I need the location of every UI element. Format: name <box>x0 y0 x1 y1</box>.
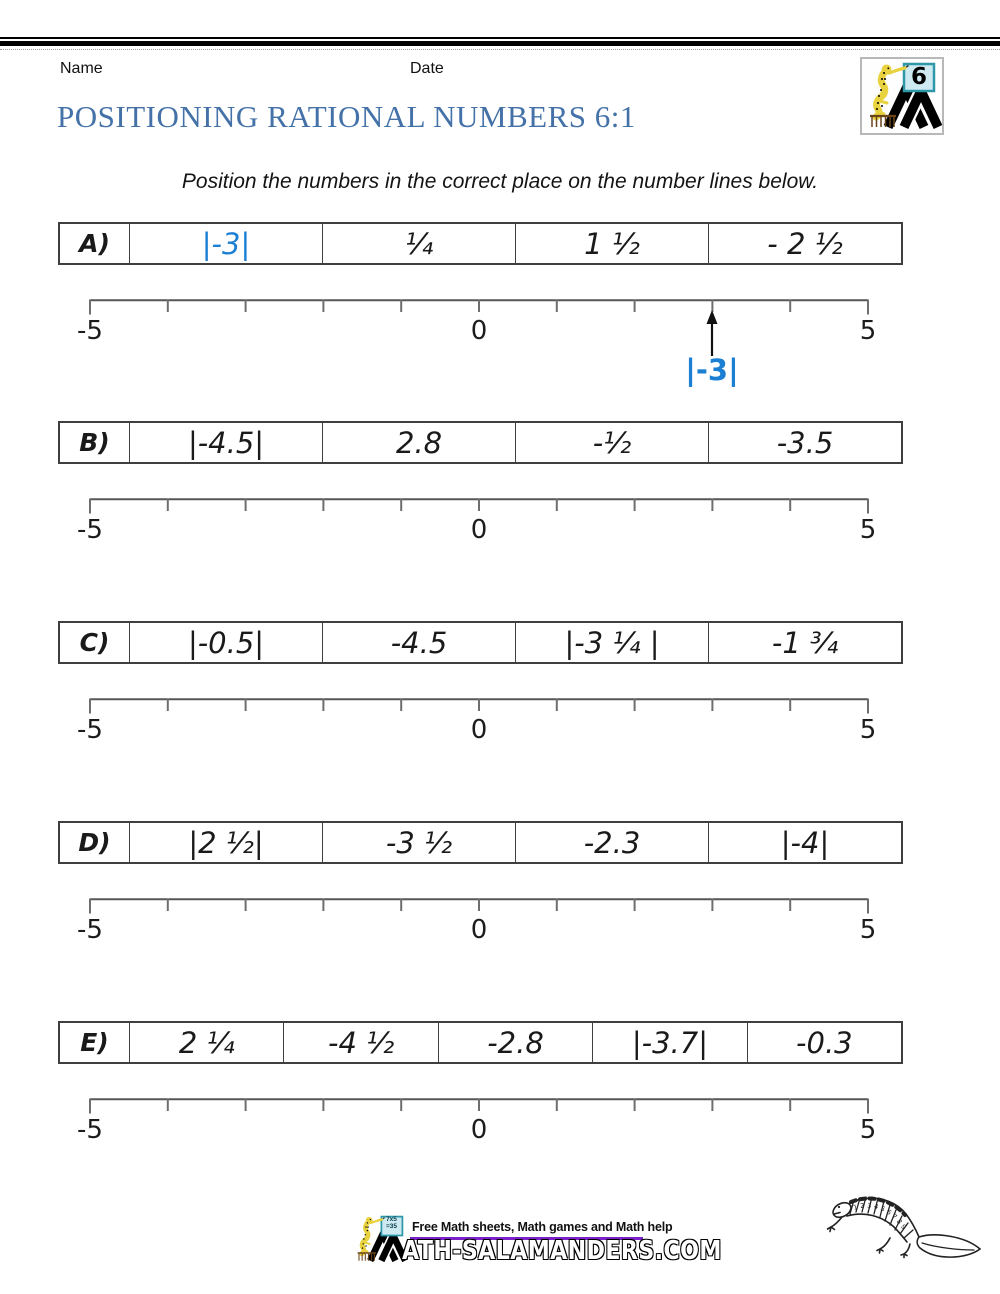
footer-logo-board <box>381 1216 402 1230</box>
number-line-max-label: 5 <box>859 515 877 545</box>
number-line <box>80 1098 880 1115</box>
number-value: |-3.7| <box>592 1023 746 1062</box>
number-value: |-0.5| <box>129 623 322 662</box>
instruction-text: Position the numbers in the correct place on the number lines below. <box>181 170 819 193</box>
number-line <box>80 299 880 316</box>
number-line-max-label: 5 <box>859 1115 877 1145</box>
number-value: -1 ¾ <box>708 623 901 662</box>
number-line-max-label: 5 <box>859 915 877 945</box>
number-value: -4 ½ <box>283 1023 437 1062</box>
number-value: |-3 ¼ | <box>515 623 708 662</box>
number-line-min-label: -5 <box>77 1115 103 1145</box>
section-label: C) <box>79 628 110 657</box>
example-arrow-icon <box>697 308 727 358</box>
section-d <box>0 821 1000 991</box>
numbers-table <box>58 621 903 664</box>
number-line <box>80 498 880 515</box>
number-value: -2.8 <box>438 1023 592 1062</box>
footer-tagline: Free Math sheets, Math games and Math help <box>412 1220 673 1234</box>
number-value: |-4| <box>708 823 901 862</box>
number-value: 2.8 <box>322 423 515 462</box>
number-value: - 2 ½ <box>708 224 901 263</box>
number-value: |2 ½| <box>129 823 322 862</box>
section-c <box>0 621 1000 791</box>
page-title: POSITIONING RATIONAL NUMBERS 6:1 <box>57 99 636 134</box>
number-line-min-label: -5 <box>77 715 103 745</box>
section-label: E) <box>80 1028 109 1057</box>
number-value: -3 ½ <box>322 823 515 862</box>
number-value-example: |-3| <box>129 224 322 263</box>
top-border-thin <box>0 37 1000 39</box>
example-marker-label: |-3| <box>685 353 739 387</box>
number-line-min-label: -5 <box>77 515 103 545</box>
numbers-table <box>58 421 903 464</box>
number-line-min-label: -5 <box>77 915 103 945</box>
number-value: |-4.5| <box>129 423 322 462</box>
numbers-table <box>58 1021 903 1064</box>
section-label: D) <box>78 828 111 857</box>
section-label: A) <box>79 229 110 258</box>
section-e <box>0 1021 1000 1191</box>
section-label: B) <box>79 428 110 457</box>
top-border-thick <box>0 41 1000 46</box>
number-line-zero-label: 0 <box>470 915 488 945</box>
section-b <box>0 421 1000 591</box>
number-line-zero-label: 0 <box>470 715 488 745</box>
number-line <box>80 898 880 915</box>
board-line1: 7x5 <box>386 1216 397 1223</box>
math-salamanders-grade-logo <box>860 57 944 135</box>
numbers-table <box>58 222 903 265</box>
name-label: Name <box>60 60 103 77</box>
number-line-max-label: 5 <box>859 316 877 346</box>
number-line-max-label: 5 <box>859 715 877 745</box>
number-value: -3.5 <box>708 423 901 462</box>
number-value: -½ <box>515 423 708 462</box>
number-line-zero-label: 0 <box>470 1115 488 1145</box>
number-value: 2 ¼ <box>129 1023 283 1062</box>
number-value: ¼ <box>322 224 515 263</box>
number-line-zero-label: 0 <box>470 515 488 545</box>
section-a <box>0 222 1000 392</box>
number-value: 1 ½ <box>515 224 708 263</box>
board-line2: =35 <box>385 1223 398 1230</box>
number-value: -4.5 <box>322 623 515 662</box>
number-value: -0.3 <box>747 1023 901 1062</box>
date-label: Date <box>410 60 444 77</box>
footer-wordmark: ATH-SALAMANDERS.COM <box>402 1236 722 1266</box>
number-line <box>80 698 880 715</box>
top-border-dotted <box>0 49 1000 50</box>
number-line-zero-label: 0 <box>470 316 488 346</box>
salamander-digits: 123456789 <box>852 1201 910 1233</box>
salamander-drawing-icon <box>820 1186 995 1271</box>
number-line-min-label: -5 <box>77 316 103 346</box>
grade-badge: 6 <box>910 64 927 90</box>
number-value: -2.3 <box>515 823 708 862</box>
footer-logo <box>352 1213 408 1265</box>
numbers-table <box>58 821 903 864</box>
